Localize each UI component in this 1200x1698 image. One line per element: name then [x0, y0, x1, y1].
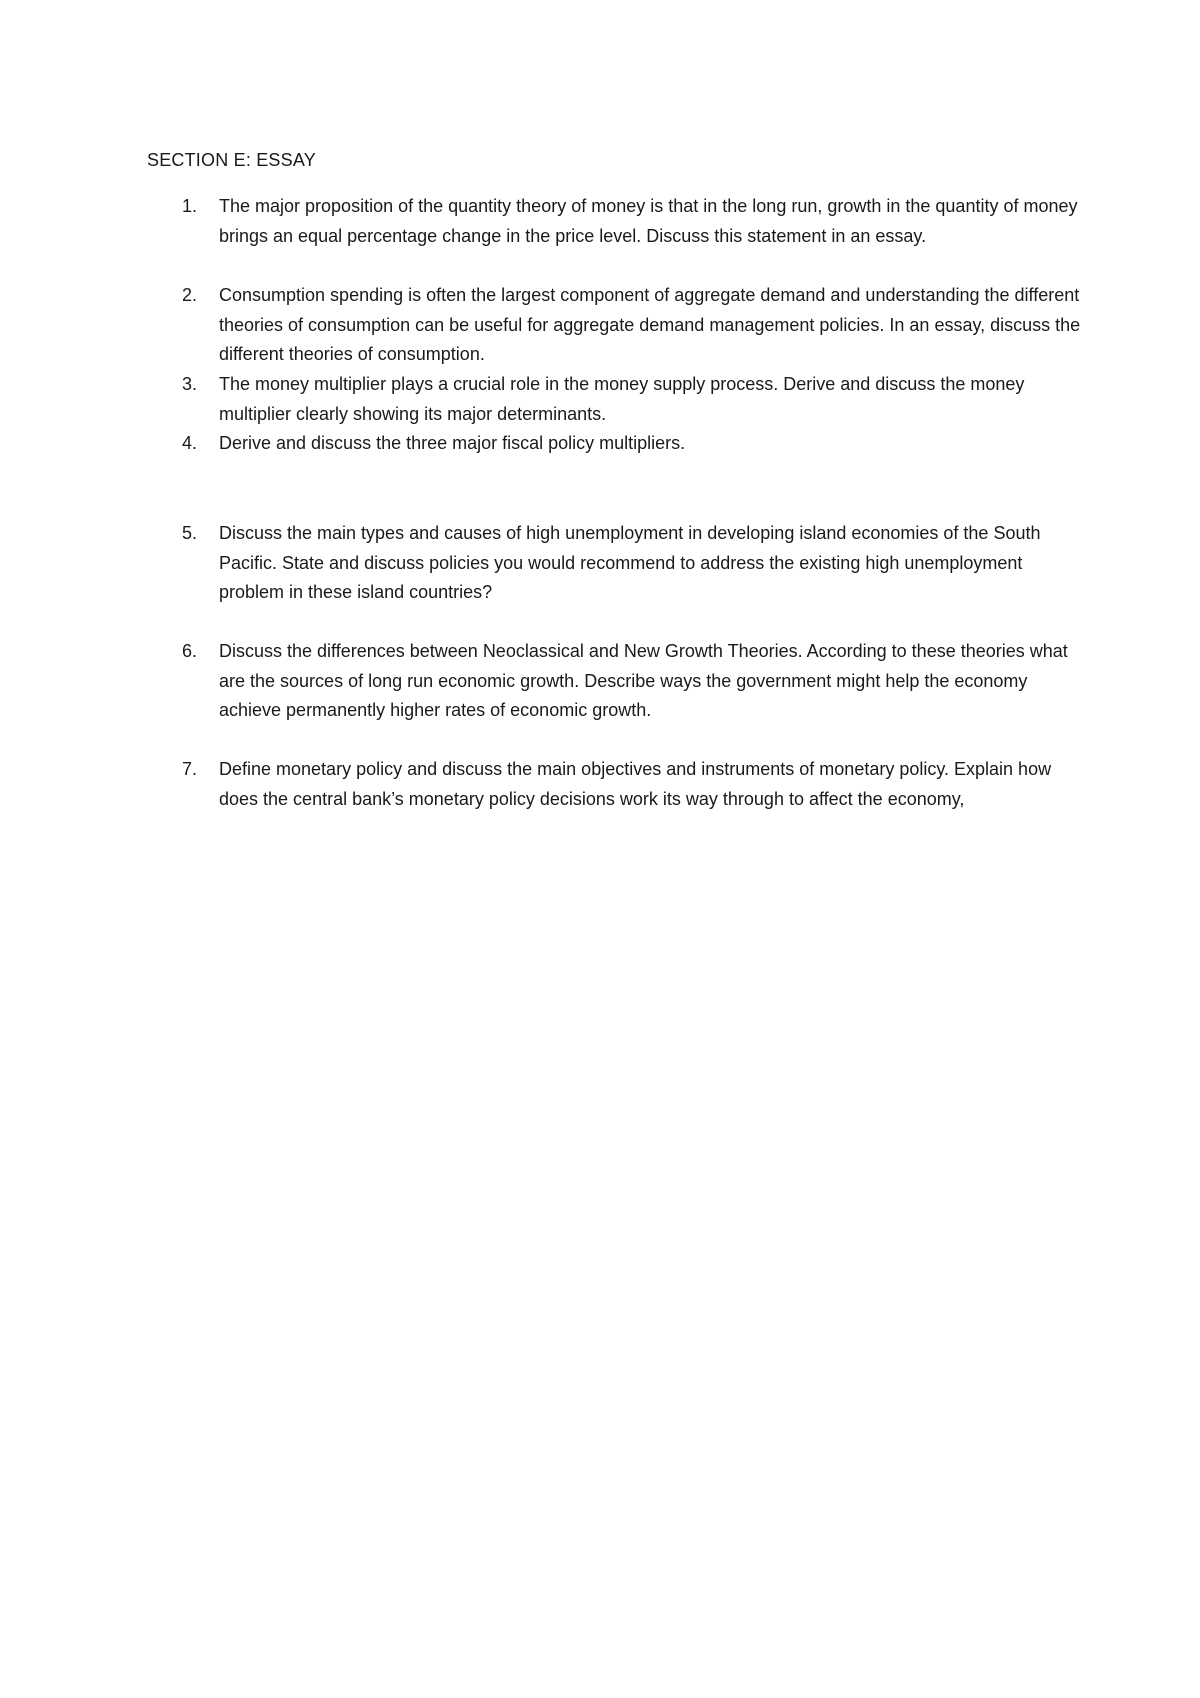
section-title: SECTION E: ESSAY: [147, 150, 316, 170]
question-text: Discuss the main types and causes of high unemployment in developing island economies of the South Pacific. State and discuss policies you would recommend to address the existing high unemployment problem in these island countries?: [219, 523, 1041, 602]
question-item: [147, 755, 1087, 814]
question-text: Define monetary policy and discuss the main objectives and instruments of monetary policy. Explain how does the central bank’s monetary policy decisions work its way through to affect the economy,: [219, 759, 1052, 809]
question-text: Discuss the differences between Neoclassical and New Growth Theories. According to these theories what are the sources of long run economic growth. Describe ways the government might help the economy achieve permanently higher rates of economic growth.: [219, 641, 1068, 720]
question-item: [147, 370, 1087, 429]
question-number: 3.: [182, 374, 198, 394]
question-text: The money multiplier plays a crucial role in the money supply process. Derive and discuss the money multiplier clearly showing its major determinants.: [219, 374, 1025, 424]
question-text: Derive and discuss the three major fiscal policy multipliers.: [219, 433, 686, 453]
question-item: [147, 637, 1087, 726]
question-text: Consumption spending is often the largest component of aggregate demand and understanding the different theories of consumption can be useful for aggregate demand management policies. In an essay, discuss the different theories of consumption.: [219, 285, 1081, 364]
question-number: 4.: [182, 433, 198, 453]
question-item: [147, 192, 1087, 251]
question-number: 2.: [182, 285, 198, 305]
question-text: The major proposition of the quantity theory of money is that in the long run, growth in the quantity of money brings an equal percentage change in the price level. Discuss this statement in an essay.: [219, 196, 1078, 246]
question-item: [147, 429, 1087, 459]
question-item: [147, 519, 1087, 608]
question-item: [147, 281, 1087, 370]
question-number: 1.: [182, 196, 198, 216]
question-number: 6.: [182, 641, 198, 661]
question-number: 5.: [182, 523, 198, 543]
question-number: 7.: [182, 759, 198, 779]
